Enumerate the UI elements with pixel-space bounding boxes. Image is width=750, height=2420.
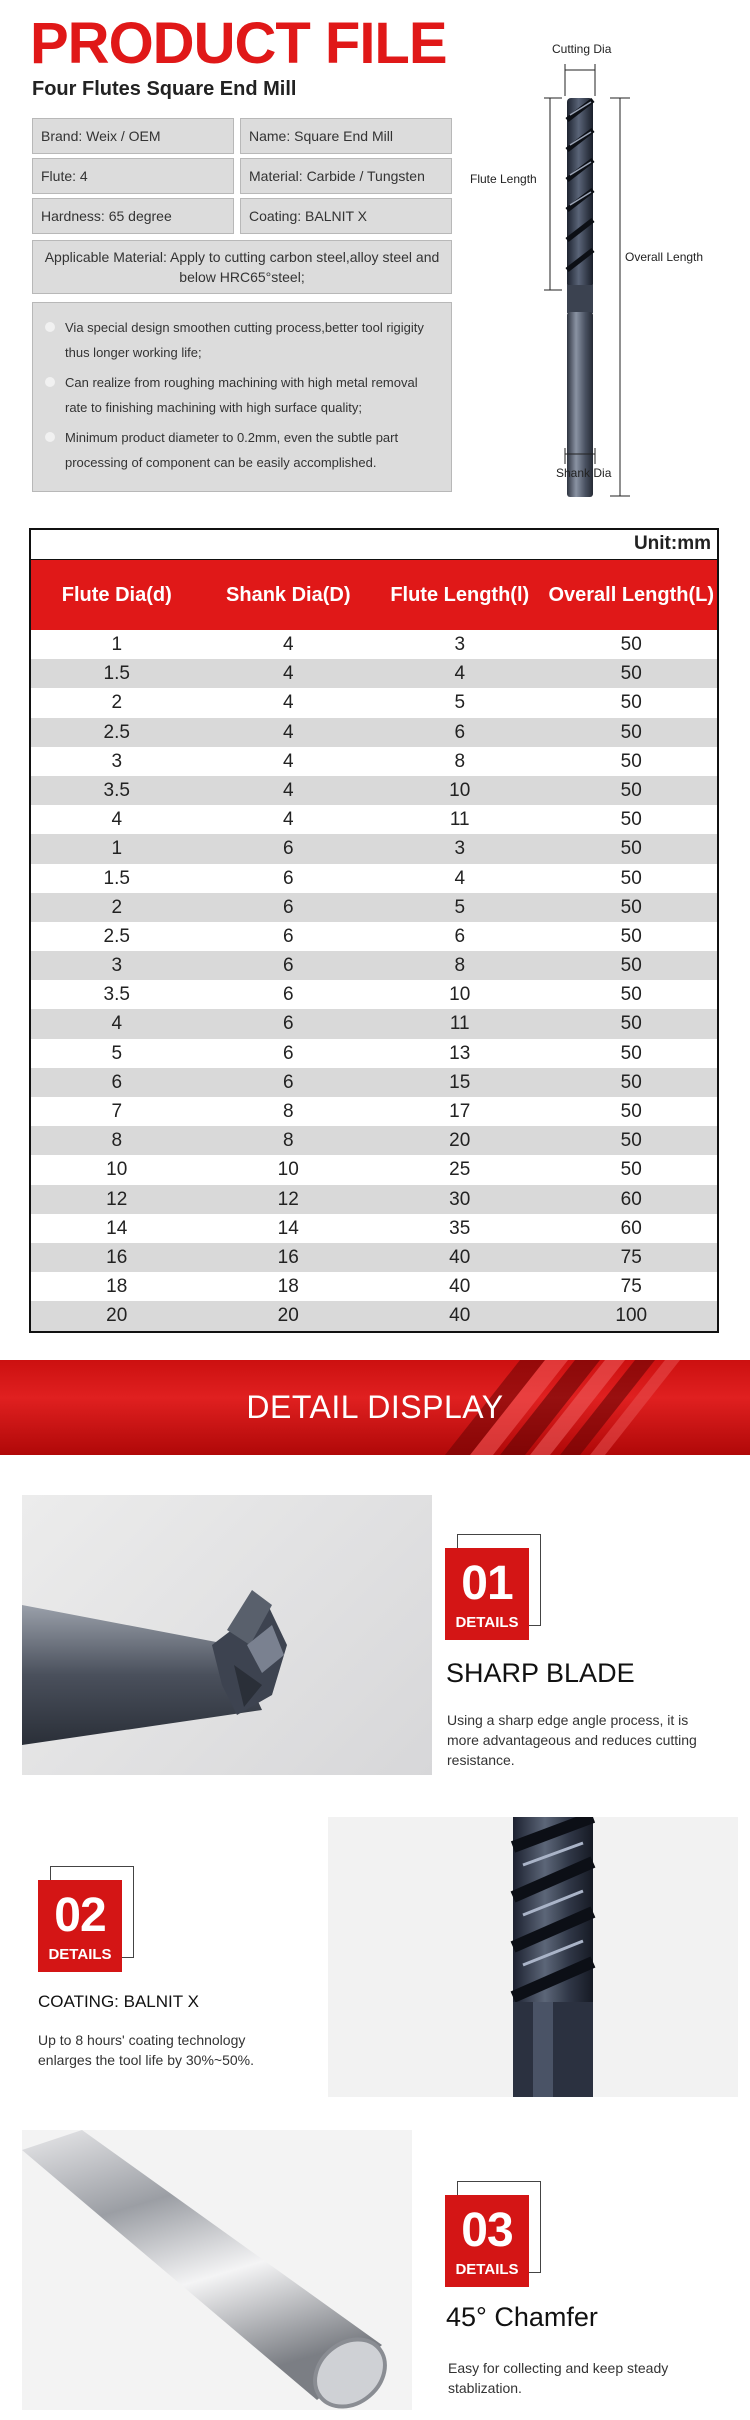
table-cell: 3.5	[103, 984, 130, 1006]
detail-display-banner	[0, 1360, 750, 1455]
table-row	[31, 951, 717, 980]
table-body	[31, 630, 717, 1331]
spec-coating: Coating: BALNIT X	[240, 198, 452, 234]
table-cell: 50	[620, 925, 642, 947]
table-cell: 14	[277, 1217, 299, 1239]
table-cell: 6	[282, 896, 294, 918]
table-row	[31, 864, 717, 893]
table-cell: 13	[449, 1042, 471, 1064]
spec-hardness: Hardness: 65 degree	[32, 198, 234, 234]
table-cell: 10	[277, 1159, 299, 1181]
table-row	[31, 834, 717, 863]
table-cell: 2.5	[103, 721, 130, 743]
table-cell: 16	[277, 1246, 299, 1268]
table-cell: 4	[282, 634, 294, 655]
table-cell: 11	[449, 809, 470, 831]
page-subtitle: Four Flutes Square End Mill	[32, 78, 297, 100]
table-cell: 3	[111, 750, 123, 772]
table-row	[31, 1243, 717, 1272]
table-cell: 1.5	[103, 663, 130, 685]
detail-photo-coating	[328, 1817, 738, 2097]
table-row	[31, 659, 717, 688]
table-cell: 2	[111, 896, 123, 918]
table-cell: 40	[449, 1305, 471, 1327]
table-row	[31, 1068, 717, 1097]
detail-badge-03	[445, 2195, 529, 2287]
cutting-dia-label: Cutting Dia	[552, 42, 612, 56]
table-cell: 35	[449, 1217, 471, 1239]
shank-dia-label: Shank Dia	[556, 466, 612, 480]
table-cell: 50	[620, 1101, 642, 1122]
table-cell: 50	[620, 1130, 642, 1152]
table-cell: 18	[106, 1276, 128, 1298]
spec-applicable-material: Applicable Material: Apply to cutting carbon steel,alloy steel and below HRC65°steel;	[32, 240, 452, 294]
table-cell: 50	[620, 838, 642, 860]
detail-number: 01	[461, 1557, 513, 1610]
detail-description: Using a sharp edge angle process, it is more advantageous and reduces cutting resistance.	[447, 1712, 697, 1768]
table-cell: 6	[282, 867, 294, 889]
table-cell: 3	[454, 634, 466, 655]
table-cell: 5	[111, 1042, 123, 1064]
table-cell: 50	[620, 634, 642, 655]
table-cell: 4	[111, 809, 123, 831]
table-cell: 1	[111, 634, 123, 655]
table-cell: 75	[620, 1246, 642, 1268]
table-cell: 20	[449, 1130, 471, 1152]
detail-badge-label: DETAILS	[455, 2261, 519, 2278]
table-cell: 8	[454, 750, 466, 772]
table-cell: 8	[282, 1101, 294, 1122]
table-cell: 4	[282, 721, 294, 743]
table-row	[31, 747, 717, 776]
detail-badge-02	[38, 1880, 122, 1972]
table-cell: 50	[620, 1013, 642, 1035]
dimension-table	[29, 528, 719, 1333]
table-cell: 15	[449, 1071, 471, 1093]
end-mill-diagram	[470, 40, 750, 500]
bullet-icon	[45, 322, 55, 332]
table-cell: 50	[620, 1042, 642, 1064]
spec-name: Name: Square End Mill	[240, 118, 452, 154]
table-row	[31, 980, 717, 1009]
table-cell: 6	[454, 925, 466, 947]
overall-length-label: Overall Length	[625, 250, 704, 264]
bullet-icon	[45, 377, 55, 387]
table-cell: 4	[282, 692, 294, 714]
table-cell: 3	[454, 838, 466, 860]
table-cell: 4	[282, 809, 294, 831]
page-title: PRODUCT FILE	[30, 11, 447, 76]
table-cell: 11	[449, 1013, 470, 1035]
table-row	[31, 805, 717, 834]
table-cell: 1.5	[103, 867, 130, 889]
table-cell: 6	[282, 1013, 294, 1035]
table-cell: 12	[277, 1188, 299, 1210]
table-cell: 1	[111, 838, 123, 860]
table-cell: 4	[282, 779, 294, 801]
table-row	[31, 893, 717, 922]
table-row	[31, 922, 717, 951]
table-row	[31, 1272, 717, 1301]
table-row	[31, 718, 717, 747]
table-cell: 4	[111, 1013, 123, 1035]
unit-label: Unit:mm	[31, 530, 717, 560]
detail-badge-label: DETAILS	[48, 1946, 112, 1963]
banner-title: DETAIL DISPLAY	[246, 1389, 504, 1425]
table-cell: 4	[282, 663, 294, 685]
table-cell: 50	[620, 867, 642, 889]
table-cell: 20	[277, 1305, 299, 1327]
table-cell: 18	[277, 1276, 299, 1298]
table-row	[31, 1009, 717, 1038]
column-header: Flute Length(l)	[390, 584, 530, 606]
table-cell: 50	[620, 984, 642, 1006]
table-cell: 6	[282, 1042, 294, 1064]
table-row	[31, 1185, 717, 1214]
table-cell: 6	[282, 984, 294, 1006]
feature-list	[32, 302, 452, 492]
table-cell: 50	[620, 721, 642, 743]
feature-item: Via special design smoothen cutting process,better tool rigigity thus longer working life;	[45, 315, 441, 365]
table-cell: 60	[620, 1188, 642, 1210]
table-cell: 8	[454, 955, 466, 977]
table-cell: 17	[449, 1101, 471, 1122]
table-cell: 5	[454, 692, 466, 714]
table-cell: 6	[282, 925, 294, 947]
table-cell: 16	[106, 1246, 128, 1268]
table-cell: 40	[449, 1246, 471, 1268]
table-cell: 75	[620, 1276, 642, 1298]
detail-badge-label: DETAILS	[455, 1614, 519, 1631]
end-mill-illustration	[470, 40, 750, 500]
detail-photo-sharp-blade	[22, 1495, 432, 1775]
table-cell: 50	[620, 809, 642, 831]
table-cell: 3.5	[103, 779, 130, 801]
table-cell: 8	[282, 1130, 294, 1152]
table-row	[31, 1155, 717, 1184]
table-cell: 30	[449, 1188, 471, 1210]
table-cell: 6	[282, 1071, 294, 1093]
table-cell: 50	[620, 663, 642, 685]
detail-title: 45° Chamfer	[446, 2302, 598, 2332]
table-row	[31, 776, 717, 805]
detail-number: 02	[54, 1889, 106, 1942]
detail-title: SHARP BLADE	[446, 1658, 635, 1688]
table-cell: 100	[615, 1305, 648, 1327]
table-cell: 60	[620, 1217, 642, 1239]
table-cell: 50	[620, 1071, 642, 1093]
feature-item: Can realize from roughing machining with high metal removal rate to finishing machining with high surface quality;	[45, 370, 441, 420]
table-cell: 50	[620, 779, 642, 801]
table-row	[31, 1126, 717, 1155]
table-cell: 2.5	[103, 925, 130, 947]
table-cell: 7	[111, 1101, 123, 1122]
detail-title: COATING: BALNIT X	[38, 1992, 199, 2011]
table-cell: 25	[449, 1159, 471, 1181]
table-cell: 12	[106, 1188, 128, 1210]
table-cell: 50	[620, 896, 642, 918]
table-cell: 8	[111, 1130, 123, 1152]
table-cell: 6	[282, 955, 294, 977]
detail-description: Up to 8 hours' coating technology enlarges the tool life by 30%~50%.	[38, 2032, 254, 2068]
table-cell: 6	[111, 1071, 123, 1093]
table-cell: 10	[106, 1159, 128, 1181]
spec-material: Material: Carbide / Tungsten	[240, 158, 452, 194]
table-cell: 2	[111, 692, 123, 714]
feature-item: Minimum product diameter to 0.2mm, even the subtle part processing of component can be easily accomplished.	[45, 425, 441, 475]
table-cell: 3	[111, 955, 123, 977]
table-row	[31, 688, 717, 717]
table-row	[31, 1097, 717, 1126]
table-cell: 40	[449, 1276, 471, 1298]
table-cell: 4	[454, 663, 466, 685]
table-cell: 50	[620, 1159, 642, 1181]
column-header: Shank Dia(D)	[226, 584, 351, 606]
table-cell: 5	[454, 896, 466, 918]
table-cell: 50	[620, 750, 642, 772]
table-cell: 4	[282, 750, 294, 772]
table-row	[31, 1214, 717, 1243]
table-cell: 6	[282, 838, 294, 860]
table-cell: 10	[449, 984, 471, 1006]
detail-photo-chamfer	[22, 2130, 412, 2410]
spec-brand: Brand: Weix / OEM	[32, 118, 234, 154]
table-cell: 6	[454, 721, 466, 743]
detail-description: Easy for collecting and keep steady stablization.	[448, 2360, 669, 2396]
table-row	[31, 1039, 717, 1068]
table-cell: 14	[106, 1217, 128, 1239]
table-cell: 4	[454, 867, 466, 889]
spec-flute: Flute: 4	[32, 158, 234, 194]
flute-length-label: Flute Length	[470, 172, 537, 186]
table-cell: 50	[620, 692, 642, 714]
table-cell: 20	[106, 1305, 128, 1327]
table-row	[31, 630, 717, 659]
table-header	[31, 560, 717, 630]
column-header: Flute Dia(d)	[61, 584, 172, 606]
column-header: Overall Length(L)	[548, 584, 715, 606]
bullet-icon	[45, 432, 55, 442]
table-row	[31, 1301, 717, 1330]
table-cell: 10	[449, 779, 471, 801]
detail-number: 03	[461, 2204, 513, 2257]
detail-badge-01	[445, 1548, 529, 1640]
table-cell: 50	[620, 955, 642, 977]
